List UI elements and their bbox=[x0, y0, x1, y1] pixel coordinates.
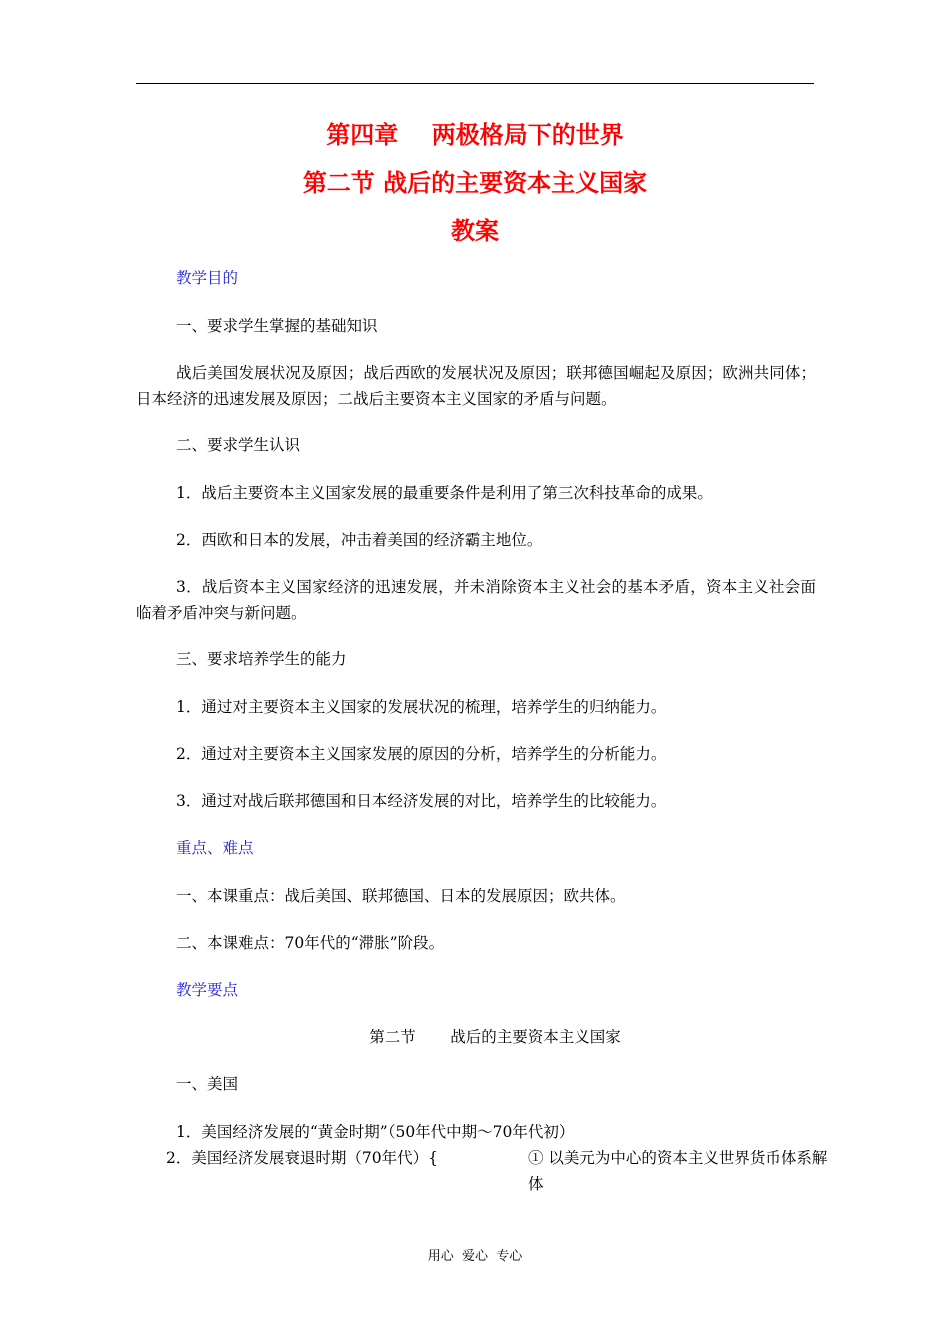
goal-part1-heading: 一、要求学生掌握的基础知识 bbox=[176, 317, 378, 335]
essentials-item-2-left: 2．美国经济发展衰退时期（70年代）{ bbox=[166, 1149, 438, 1167]
key-points-heading: 重点、难点 bbox=[176, 839, 254, 857]
goal-part3-heading: 三、要求培养学生的能力 bbox=[176, 650, 347, 668]
page-footer: 用心 爱心 专心 bbox=[427, 1249, 523, 1264]
section-title: 第二节 战后的主要资本主义国家 bbox=[302, 169, 648, 197]
goal-part2-item: 3．战后资本主义国家经济的迅速发展，并未消除资本主义社会的基本矛盾，资本主义社会面临着矛盾冲突与新问题。 bbox=[136, 578, 816, 622]
essentials-item-1: 1．美国经济发展的“黄金时期”（50年代中期～70年代初） bbox=[176, 1123, 575, 1141]
goal-part2-item: 2．西欧和日本的发展，冲击着美国的经济霸主地位。 bbox=[176, 531, 543, 549]
doc-type-title: 教案 bbox=[451, 217, 499, 245]
teaching-essentials-heading: 教学要点 bbox=[176, 981, 239, 999]
goal-part3-item: 3．通过对战后联邦德国和日本经济发展的对比，培养学生的比较能力。 bbox=[176, 792, 667, 810]
essentials-item-2-right: ① 以美元为中心的资本主义世界货币体系解体 bbox=[528, 1149, 828, 1193]
goal-part2-item: 1．战后主要资本主义国家发展的最重要条件是利用了第三次科技革命的成果。 bbox=[176, 484, 713, 502]
essentials-sub-heading: 一、美国 bbox=[176, 1075, 239, 1093]
chapter-title: 第四章 两极格局下的世界 bbox=[326, 121, 624, 149]
goal-part1-text: 战后美国发展状况及原因；战后西欧的发展状况及原因；联邦德国崛起及原因；欧洲共同体；日本经济的迅速发展及原因；二战后主要资本主义国家的矛盾与问题。 bbox=[136, 364, 816, 408]
top-rule bbox=[136, 83, 814, 84]
key-point-item: 一、本课重点：战后美国、联邦德国、日本的发展原因；欧共体。 bbox=[176, 887, 626, 905]
key-point-item: 二、本课难点：70年代的“滞胀”阶段。 bbox=[176, 934, 445, 952]
goal-part2-heading: 二、要求学生认识 bbox=[176, 436, 301, 454]
goal-part3-item: 2．通过对主要资本主义国家发展的原因的分析，培养学生的分析能力。 bbox=[176, 745, 667, 763]
teaching-goals-heading: 教学目的 bbox=[176, 269, 239, 287]
essentials-section-line: 第二节 战后的主要资本主义国家 bbox=[369, 1028, 621, 1046]
goal-part3-item: 1．通过对主要资本主义国家的发展状况的梳理，培养学生的归纳能力。 bbox=[176, 698, 667, 716]
